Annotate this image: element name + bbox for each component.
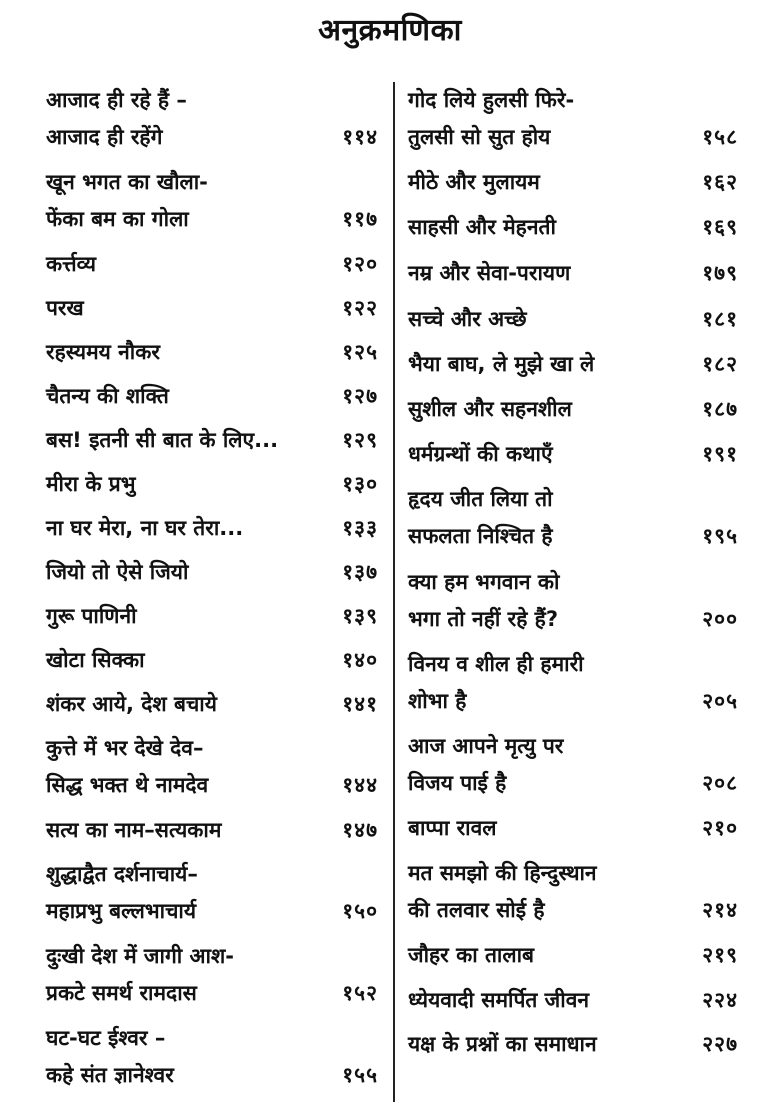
toc-entry-title-line: चैतन्य की शक्ति: [46, 384, 169, 408]
toc-entry: [46, 82, 378, 156]
toc-entry: [46, 598, 378, 635]
toc-entry-page-number: २०५: [702, 689, 738, 713]
toc-entry-title-line: महाप्रभु बल्लभाचार्य: [46, 899, 197, 923]
toc-entry-title-line: मीठे और मुलायम: [408, 170, 540, 194]
toc-entry-title-line: की तलवार सोई है: [408, 898, 545, 922]
toc-entry-title-line: सिद्ध भक्त थे नामदेव: [46, 773, 209, 797]
toc-entry-title-line: आज आपने मृत्यु पर: [408, 734, 564, 758]
toc-entry: [46, 334, 378, 371]
toc-entry-page-number: १४४: [342, 773, 378, 797]
toc-entry: [46, 554, 378, 591]
toc-entry: [46, 466, 378, 503]
toc-entry-title-line: नम्र और सेवा-परायण: [408, 261, 571, 285]
toc-entry: [408, 810, 738, 847]
toc-entry: [46, 1020, 378, 1094]
toc-entry: [46, 164, 378, 238]
toc-entry-page-number: १२०: [342, 252, 378, 276]
toc-entry-title-line: ना घर मेरा, ना घर तेरा...: [46, 516, 244, 540]
toc-entry: [408, 728, 738, 802]
toc-entry: [408, 982, 738, 1019]
toc-entry: [408, 255, 738, 292]
toc-entry-title-line: सच्चे और अच्छे: [408, 307, 527, 331]
toc-entry-title-line: दुःखी देश में जागी आश-: [46, 944, 234, 968]
toc-entry-title-line: कुत्ते में भर देखे देव–: [46, 736, 204, 760]
toc-entry-page-number: १५०: [342, 899, 378, 923]
toc-entry-page-number: २१९: [702, 943, 738, 967]
toc-entry-page-number: १४०: [342, 648, 378, 672]
toc-entry: [408, 855, 738, 929]
toc-entry: [46, 246, 378, 283]
toc-entry-page-number: १५२: [342, 981, 378, 1005]
toc-entry-page-number: २१०: [702, 816, 738, 840]
toc-entry: [46, 812, 378, 849]
toc-entry-title-line: बाप्पा रावल: [408, 816, 497, 840]
toc-entry-page-number: १६९: [702, 215, 738, 239]
toc-entry-title-line: कहे संत ज्ञानेश्वर: [46, 1063, 174, 1087]
toc-entry: [46, 422, 378, 459]
toc-entry: [46, 642, 378, 679]
toc-entry-title-line: गोद लिये हुलसी फिरे-: [408, 88, 575, 112]
toc-entry: [408, 346, 738, 383]
toc-entry-title-line: रहस्यमय नौकर: [46, 340, 160, 364]
toc-entry-page-number: १३९: [342, 604, 378, 628]
toc-entry-title-line: भैया बाघ, ले मुझे खा ले: [408, 352, 595, 376]
toc-entry-title-line: सत्य का नाम–सत्यकाम: [46, 818, 222, 842]
toc-entry-title-line: जियो तो ऐसे जियो: [46, 560, 189, 584]
toc-entry: [46, 378, 378, 415]
toc-entry-page-number: १८७: [702, 397, 738, 421]
toc-entry-title-line: साहसी और मेहनती: [408, 215, 556, 239]
toc-entry-title-line: बस! इतनी सी बात के लिए...: [46, 428, 279, 452]
toc-entry: [46, 856, 378, 930]
toc-entry-title-line: आजाद ही रहेंगे: [46, 125, 163, 149]
toc-entry: [408, 164, 738, 201]
toc-entry-title-line: शोभा है: [408, 689, 467, 713]
toc-entry-title-line: खोटा सिक्का: [46, 648, 145, 672]
toc-entry-page-number: १९१: [702, 442, 738, 466]
toc-entry-page-number: १२७: [342, 384, 378, 408]
page-title: अनुक्रमणिका: [318, 13, 462, 48]
toc-entry: [46, 730, 378, 804]
toc-entry-title-line: फेंका बम का गोला: [46, 207, 189, 231]
toc-entry-title-line: विनय व शील ही हमारी: [408, 652, 584, 676]
toc-entry: [46, 686, 378, 723]
toc-entry: [408, 646, 738, 720]
toc-entry: [408, 1026, 738, 1063]
toc-entry-page-number: १६२: [702, 170, 738, 194]
toc-entry-page-number: १९५: [702, 524, 738, 548]
left-column: [46, 82, 378, 1094]
toc-entry-page-number: १४७: [342, 818, 378, 842]
toc-entry-title-line: तुलसी सो सुत होय: [408, 125, 551, 149]
toc-entry-page-number: २१४: [702, 898, 738, 922]
toc-entry-title-line: कर्त्तव्य: [46, 252, 97, 276]
toc-entry-title-line: यक्ष के प्रश्नों का समाधान: [408, 1032, 597, 1056]
toc-entry-page-number: १२२: [342, 296, 378, 320]
toc-entry: [408, 391, 738, 428]
toc-entry-page-number: १८२: [702, 352, 738, 376]
column-divider: [393, 82, 395, 1102]
toc-entry: [408, 436, 738, 473]
toc-entry-title-line: प्रकटे समर्थ रामदास: [46, 981, 197, 1005]
toc-entry-page-number: २२४: [702, 988, 738, 1012]
toc-entry: [46, 290, 378, 327]
toc-entry-title-line: घट-घट ईश्वर –: [46, 1026, 166, 1050]
toc-entry-title-line: विजय पाई है: [408, 771, 507, 795]
toc-entry: [408, 209, 738, 246]
toc-entry-page-number: १४१: [342, 692, 378, 716]
toc-entry-title-line: भगा तो नहीं रहे हैं?: [408, 607, 558, 631]
toc-entry-page-number: २००: [702, 607, 738, 631]
toc-entry-title-line: मत समझो की हिन्दुस्थान: [408, 861, 597, 885]
toc-entry-title-line: खून भगत का खौला-: [46, 170, 208, 194]
toc-entry: [408, 301, 738, 338]
right-column: [408, 82, 738, 1063]
toc-entry-page-number: ११७: [342, 207, 378, 231]
toc-entry-title-line: गुरू पाणिनी: [46, 604, 137, 628]
toc-entry-page-number: २२७: [702, 1032, 738, 1056]
toc-entry: [408, 82, 738, 156]
toc-entry-title-line: शंकर आये, देश बचाये: [46, 692, 217, 716]
toc-entry-page-number: ११४: [342, 125, 378, 149]
toc-entry-title-line: आजाद ही रहे हैं –: [46, 88, 187, 112]
toc-entry: [408, 564, 738, 638]
toc-entry-page-number: १३७: [342, 560, 378, 584]
toc-entry-page-number: १३०: [342, 472, 378, 496]
toc-entry: [46, 938, 378, 1012]
toc-entry-page-number: २०८: [702, 771, 738, 795]
toc-entry-title-line: हृदय जीत लिया तो: [408, 487, 553, 511]
toc-entry-page-number: १२९: [342, 428, 378, 452]
toc-entry-title-line: जौहर का तालाब: [408, 943, 535, 967]
toc-entry-page-number: १७९: [702, 261, 738, 285]
toc-entry-page-number: १२५: [342, 340, 378, 364]
toc-entry: [46, 510, 378, 547]
toc-entry-page-number: १८१: [702, 307, 738, 331]
toc-entry-title-line: क्या हम भगवान को: [408, 570, 560, 594]
toc-entry-title-line: शुद्धाद्वैत दर्शनाचार्य–: [46, 862, 198, 886]
toc-entry-title-line: ध्येयवादी समर्पित जीवन: [408, 988, 590, 1012]
toc-entry-page-number: १३३: [342, 516, 378, 540]
toc-entry-title-line: मीरा के प्रभु: [46, 472, 136, 496]
toc-entry-page-number: १५८: [702, 125, 738, 149]
toc-entry: [408, 937, 738, 974]
toc-entry-page-number: १५५: [342, 1063, 378, 1087]
toc-entry-title-line: सफलता निश्चित है: [408, 524, 553, 548]
toc-entry-title-line: सुशील और सहनशील: [408, 397, 572, 421]
toc-entry-title-line: परख: [46, 296, 84, 320]
toc-entry-title-line: धर्मग्रन्थों की कथाएँ: [408, 442, 553, 466]
toc-entry: [408, 481, 738, 555]
